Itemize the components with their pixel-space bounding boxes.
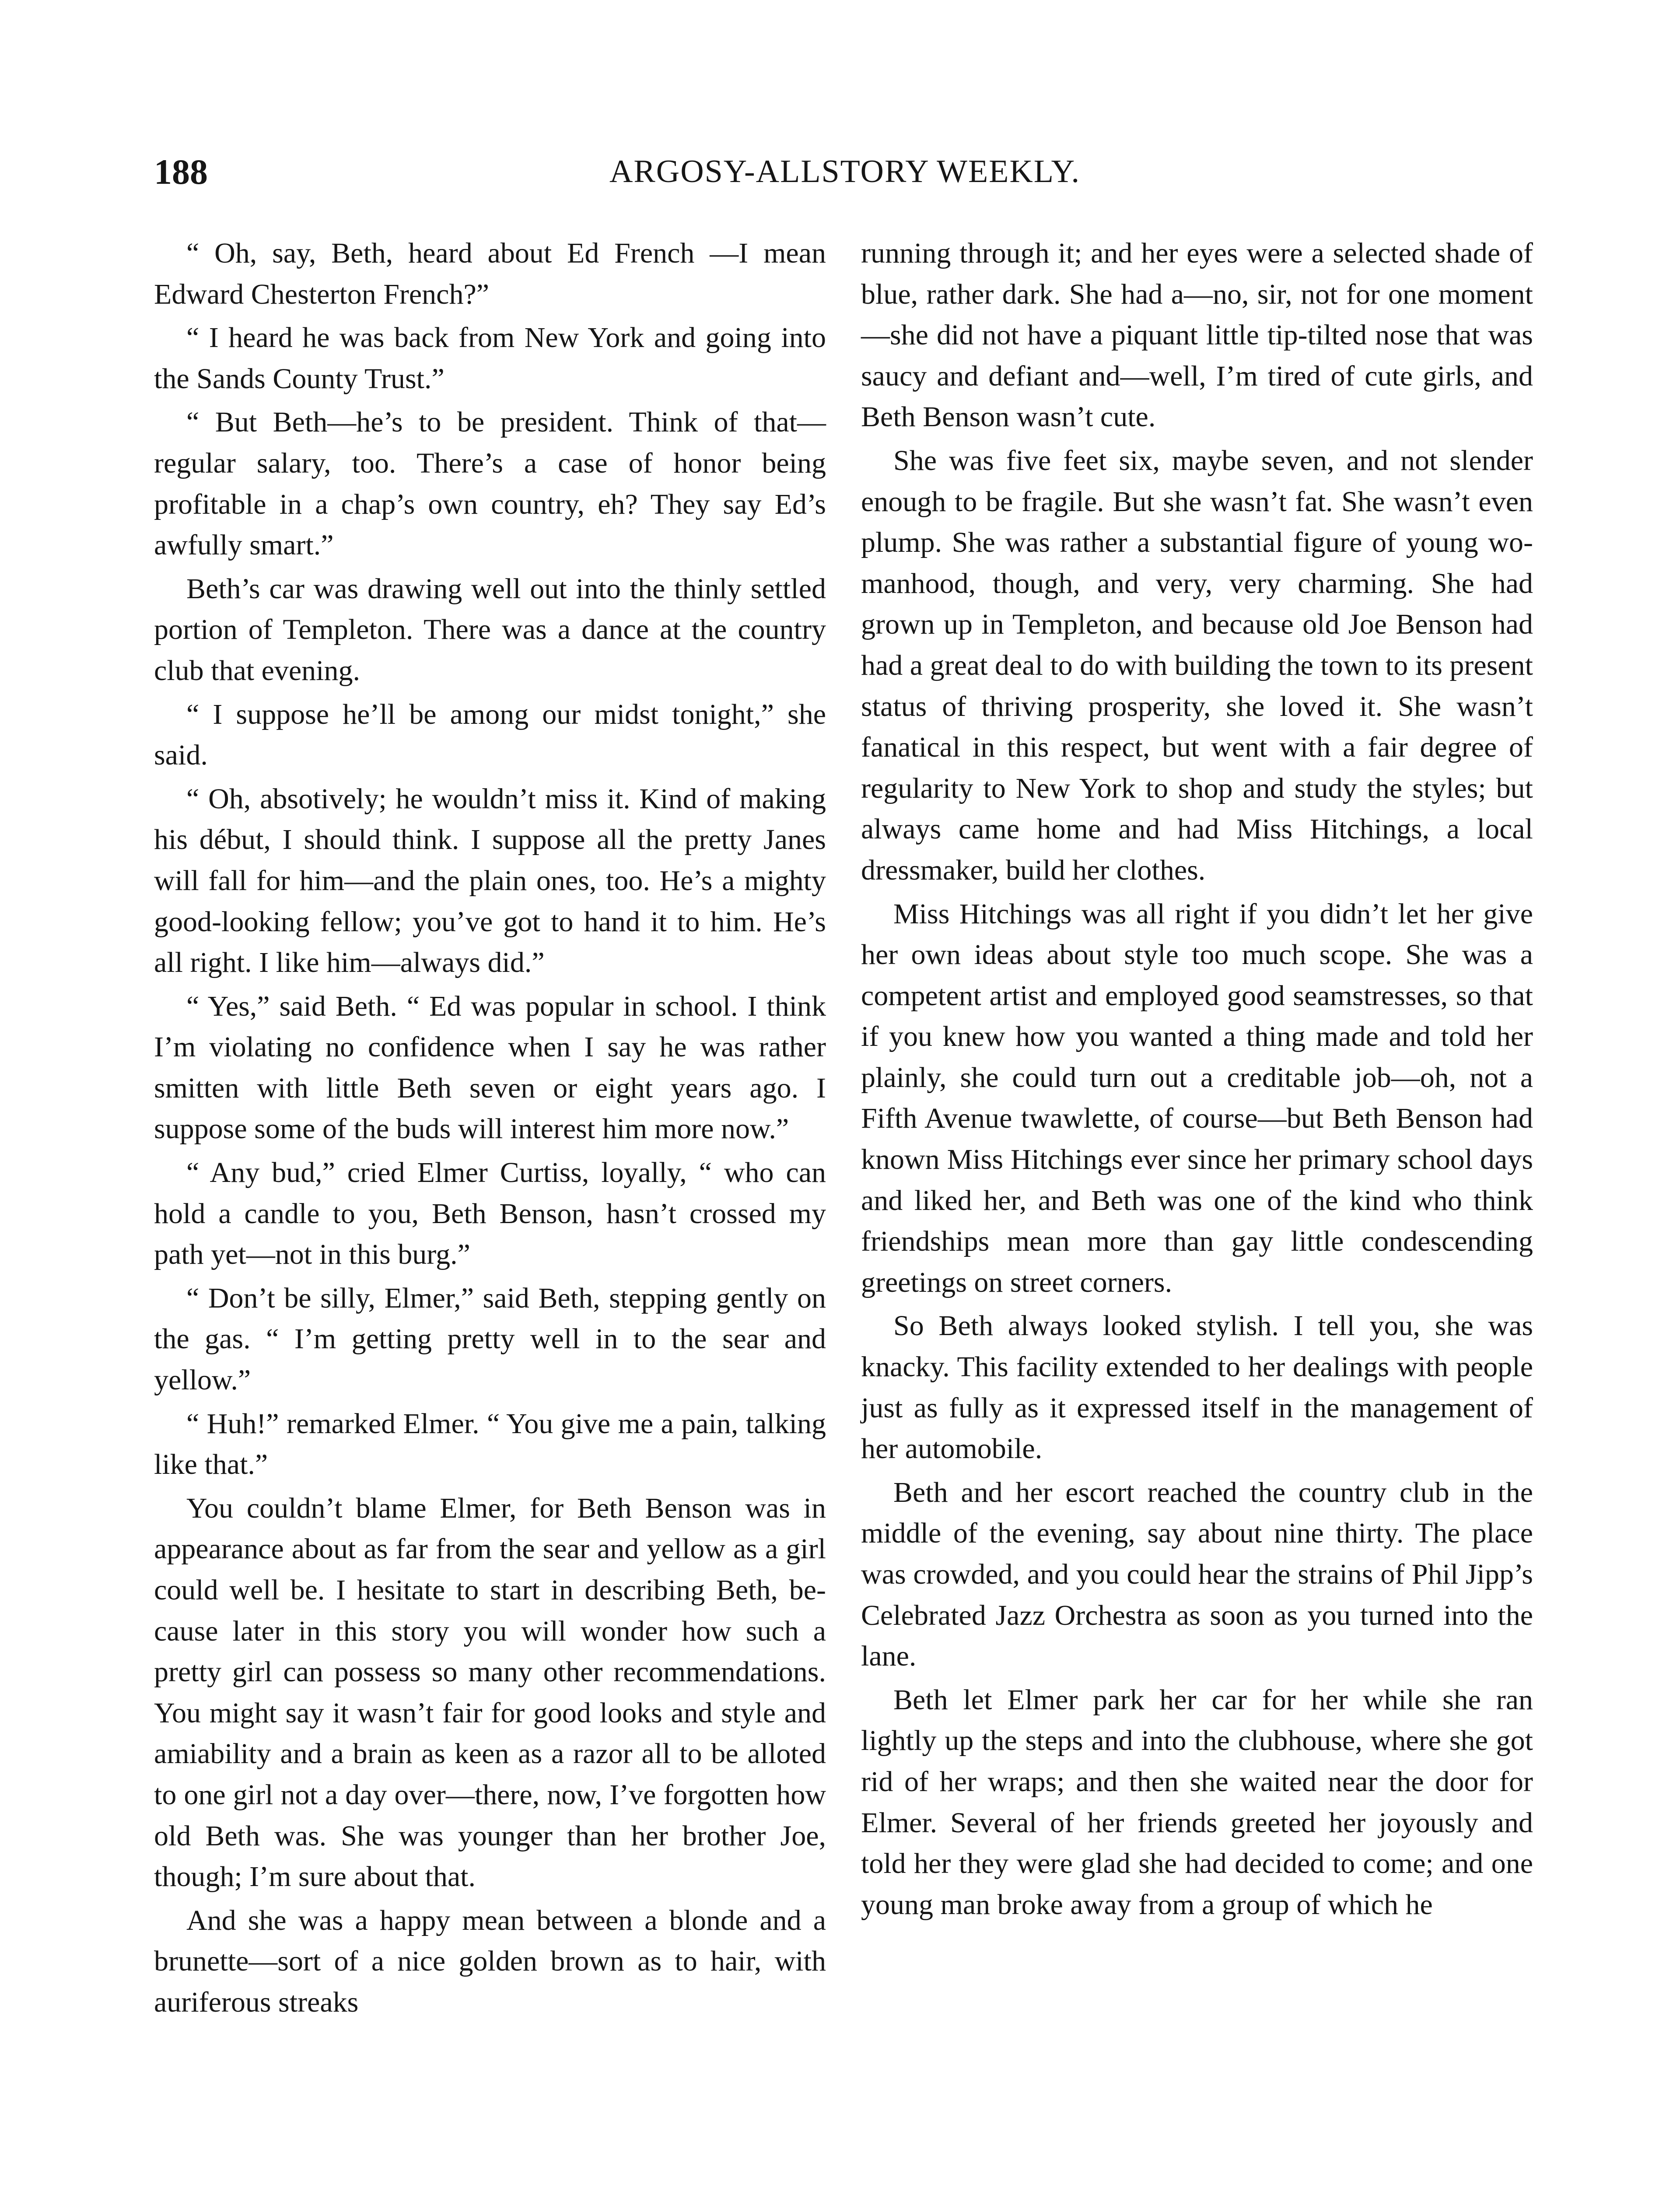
paragraph: “ I suppose he’ll be among our midst tonight,” she said. [154, 698, 826, 771]
page-number: 188 [154, 152, 208, 192]
right-column [861, 233, 1533, 1928]
running-title: ARGOSY-ALLSTORY WEEKLY. [609, 154, 1081, 189]
paragraph: So Beth always looked stylish. I tell you, she was knacky. This facility extended to her dealings with people just as fully as it expressed itself in the management of her automobile. [861, 1310, 1533, 1465]
paragraph: “ Huh!” remarked Elmer. “ You give me a pain, talking like that.” [154, 1407, 826, 1481]
page-header [154, 154, 1536, 207]
paragraph: And she was a happy mean between a blonde and a brunette—sort of a nice golden brown as to hair, with auriferous streaks [154, 1904, 826, 2018]
paragraph: “ Oh, absotively; he wouldn’t miss it. Kind of making his début, I should think. I suppose all the pretty Janes will fall for him—and the plain ones, too. He’s a mighty good-looking fellow; you’ve got to hand it to him. He’s all right. I like him—always did.” [154, 782, 826, 979]
left-column [154, 233, 826, 2026]
paragraph: “ Oh, say, Beth, heard about Ed French —I mean Edward Chesterton French?” [154, 237, 826, 310]
paragraph: Beth’s car was drawing well out into the thinly settled portion of Templeton. There was a dance at the country club that evening. [154, 572, 826, 687]
paragraph-continued: running through it; and her eyes were a selected shade of blue, rather dark. She had a—no, sir, not for one moment—she did not have a piquant little tip-tilted nose that was saucy and defiant and—well, I’m tired of cute girls, and Beth Benson wasn’t cute. [861, 237, 1533, 433]
paragraph: Beth let Elmer park her car for her while she ran lightly up the steps and into the clubhouse, where she got rid of her wraps; and then she waited near the door for Elmer. Several of her friends greeted her joyously and told her they were glad she had decided to come; and one young man broke away from a group of which he [861, 1683, 1533, 1921]
paragraph: “ Yes,” said Beth. “ Ed was popular in school. I think I’m violating no confidence when I say he was rather smitten with little Beth seven or eight years ago. I suppose some of the buds will interest him more now.” [154, 990, 826, 1145]
paragraph: You couldn’t blame Elmer, for Beth Benson was in appearance about as far from the sear and yellow as a girl could well be. I hesitate to start in describing Beth, because later in this story you will wonder how such a pretty girl can possess so many other recommendations. You might say it wasn’t fair for good looks and style and amiability and a brain as keen as a razor all to be alloted to one girl not a day over—there, now, I’ve forgotten how old Beth was. She was younger than her brother Joe, though; I’m sure about that. [154, 1492, 826, 1893]
paragraph: She was five feet six, maybe seven, and not slender enough to be fragile. But she wasn’t fat. She wasn’t even plump. She was rather a substantial figure of young womanhood, though, and very, very charming. She had grown up in Templeton, and because old Joe Benson had had a great deal to do with building the town to its present status of thriving prosperity, she loved it. She wasn’t fanatical in this respect, but went with a fair degree of regularity to New York to shop and study the styles; but always came home and had Miss Hitchings, a local dressmaker, build her clothes. [861, 444, 1533, 886]
paragraph: “ Don’t be silly, Elmer,” said Beth, stepping gently on the gas. “ I’m getting pretty well in to the sear and yellow.” [154, 1282, 826, 1396]
paragraph: “ Any bud,” cried Elmer Curtiss, loyally, “ who can hold a candle to you, Beth Benson, hasn’t crossed my path yet—not in this burg.” [154, 1157, 826, 1271]
paragraph: “ I heard he was back from New York and going into the Sands County Trust.” [154, 322, 826, 395]
paragraph: “ But Beth—he’s to be president. Think of that—regular salary, too. There’s a case of honor being profitable in a chap’s own country, eh? They say Ed’s awfully smart.” [154, 406, 826, 561]
paragraph: Miss Hitchings was all right if you didn’t let her give her own ideas about style too much scope. She was a competent artist and employed good seamstresses, so that if you knew how you wanted a thing made and told her plainly, she could turn out a creditable job—oh, not a Fifth Avenue twawlette, of course—but Beth Benson had known Miss Hitchings ever since her primary school days and liked her, and Beth was one of the kind who think friendships mean more than gay little condescending greetings on street corners. [861, 898, 1533, 1298]
paragraph: Beth and her escort reached the country club in the middle of the evening, say about nine thirty. The place was crowded, and you could hear the strains of Phil Jipp’s Celebrated Jazz Orchestra as soon as you turned into the lane. [861, 1476, 1533, 1673]
